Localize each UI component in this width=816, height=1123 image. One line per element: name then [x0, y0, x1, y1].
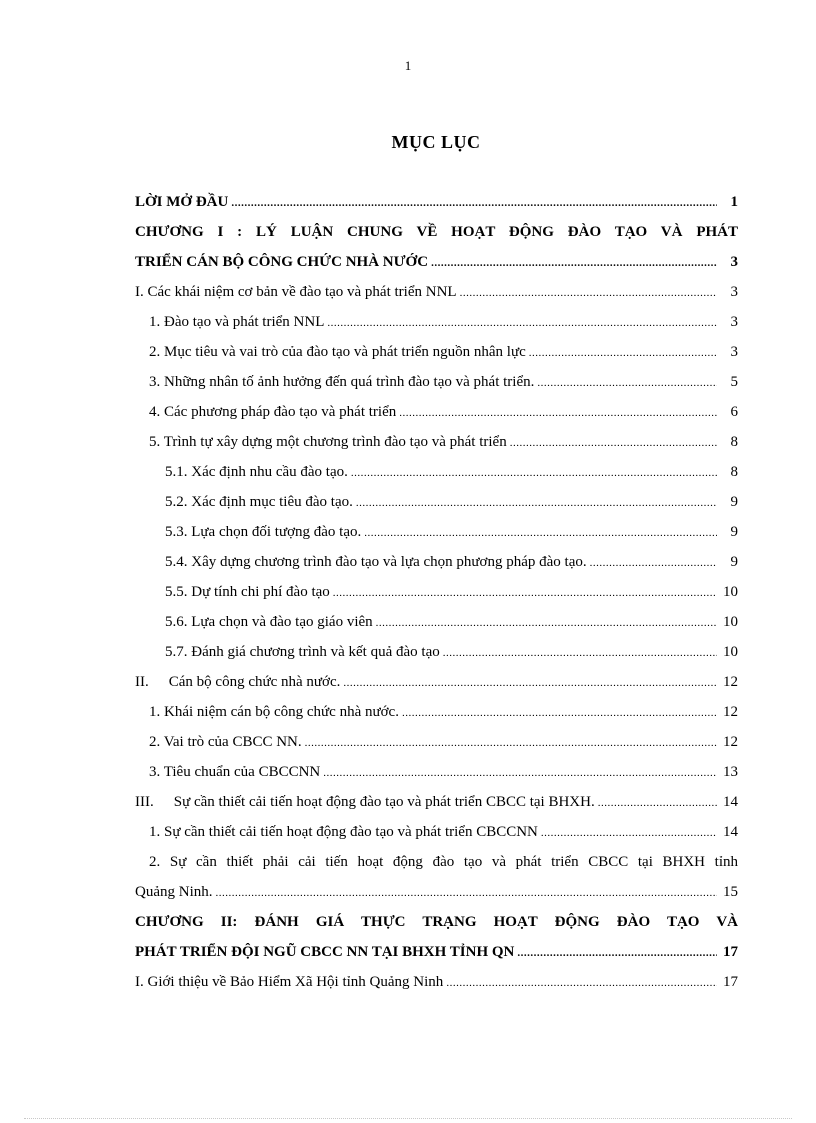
toc-entry[interactable]: III. Sự cần thiết cải tiến hoạt động đào tạo và phát triển CBCC tại BHXH. ..... 14: [135, 787, 738, 817]
toc-entry[interactable]: I. Các khái niệm cơ bản về đào tạo và phát triển NNL ..... 3: [135, 277, 738, 307]
toc-entry[interactable]: 1. Khái niệm cán bộ công chức nhà nước. ..... 12: [135, 697, 738, 727]
toc-entry[interactable]: 1. Đào tạo và phát triển NNL ..... 3: [135, 307, 738, 337]
table-of-contents: [135, 187, 738, 997]
toc-entry[interactable]: 1. Sự cần thiết cải tiến hoạt động đào tạo và phát triển CBCCNN ..... 14: [135, 817, 738, 847]
toc-entry-line1[interactable]: CHƯƠNG II: ĐÁNH GIÁ THỰC TRẠNG HOẠT ĐỘNG ĐÀO TẠO VÀ: [135, 914, 738, 930]
toc-entry[interactable]: 5.5. Dự tính chi phí đào tạo ..... 10: [135, 577, 738, 607]
toc-entry[interactable]: 3. Những nhân tố ảnh hưởng đến quá trình đào tạo và phát triển. ..... 5: [135, 367, 738, 397]
toc-entry[interactable]: Quảng Ninh. ..... 15: [135, 877, 738, 907]
toc-entry[interactable]: 5.2. Xác định mục tiêu đào tạo. ..... 9: [135, 487, 738, 517]
page-number: 1: [404, 58, 412, 73]
toc-entry-line1[interactable]: 2. Sự cần thiết phải cải tiến hoạt động đào tạo và phát triển CBCC tại BHXH tỉnh: [149, 854, 738, 870]
toc-entry[interactable]: 5.1. Xác định nhu cầu đào tạo. ..... 8: [135, 457, 738, 487]
toc-entry[interactable]: I. Giới thiệu về Bảo Hiểm Xã Hội tỉnh Quảng Ninh ..... 17: [135, 967, 738, 997]
toc-entry[interactable]: TRIỂN CÁN BỘ CÔNG CHỨC NHÀ NƯỚC ..... 3: [135, 247, 738, 277]
toc-entry[interactable]: II. Cán bộ công chức nhà nước. ..... 12: [135, 667, 738, 697]
toc-entry[interactable]: 5. Trình tự xây dựng một chương trình đào tạo và phát triển ..... 8: [135, 427, 738, 457]
toc-entry[interactable]: 5.4. Xây dựng chương trình đào tạo và lựa chọn phương pháp đào tạo. ..... 9: [135, 547, 738, 577]
toc-entry[interactable]: 5.6. Lựa chọn và đào tạo giáo viên ..... 10: [135, 607, 738, 637]
page-title: MỤC LỤC: [391, 132, 481, 152]
toc-entry[interactable]: 2. Vai trò của CBCC NN. ..... 12: [135, 727, 738, 757]
toc-entry[interactable]: 5.7. Đánh giá chương trình và kết quả đào tạo ..... 10: [135, 637, 738, 667]
toc-entry[interactable]: 5.3. Lựa chọn đối tượng đào tạo. ..... 9: [135, 517, 738, 547]
page-bottom-divider: [24, 1118, 792, 1119]
toc-entry[interactable]: 2. Mục tiêu và vai trò của đào tạo và phát triển nguồn nhân lực ..... 3: [135, 337, 738, 367]
toc-entry[interactable]: PHÁT TRIỂN ĐỘI NGŨ CBCC NN TẠI BHXH TỈNH QN ..... 17: [135, 937, 738, 967]
toc-entry[interactable]: 3. Tiêu chuẩn của CBCCNN ..... 13: [135, 757, 738, 787]
toc-entry[interactable]: LỜI MỞ ĐẦU ..... 1: [135, 187, 738, 217]
toc-entry-line1[interactable]: CHƯƠNG I : LÝ LUẬN CHUNG VỀ HOẠT ĐỘNG ĐÀO TẠO VÀ PHÁT: [135, 224, 738, 240]
toc-entry[interactable]: 4. Các phương pháp đào tạo và phát triển ..... 6: [135, 397, 738, 427]
